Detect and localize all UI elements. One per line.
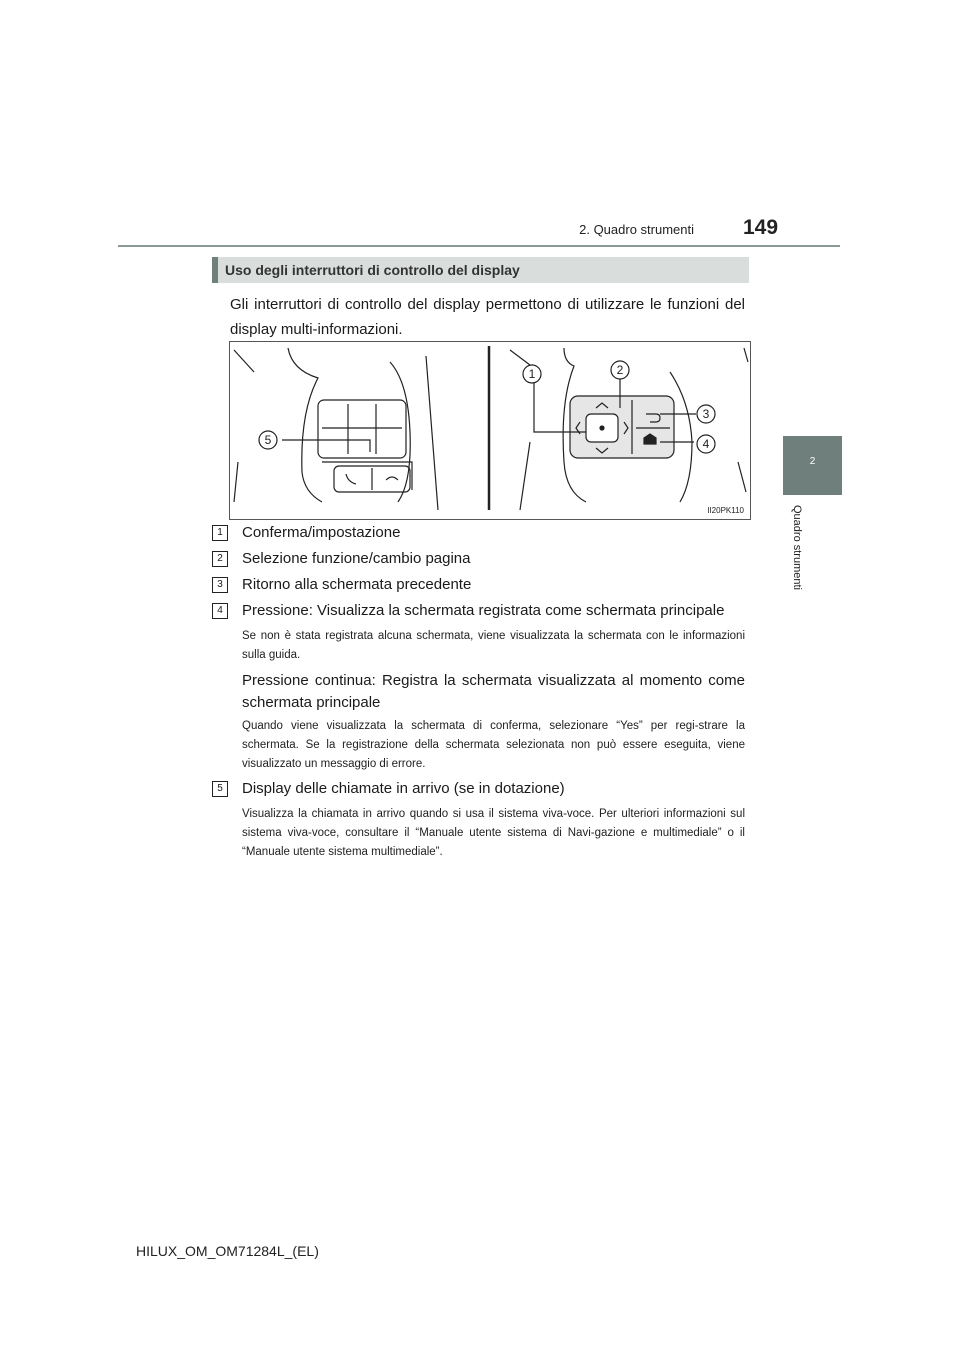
item-number: 2 (212, 551, 228, 567)
callout-2-label: 2 (616, 363, 624, 377)
callout-5-label: 5 (264, 433, 272, 447)
left-switch-block (318, 400, 406, 458)
left-trim-line (234, 350, 254, 372)
left-edge-line (234, 462, 238, 502)
footer-doc-code: HILUX_OM_OM71284L_(EL) (136, 1243, 319, 1259)
callout-4-label: 4 (702, 437, 710, 451)
callout-1-label: 1 (528, 367, 536, 381)
page-number: 149 (743, 216, 779, 239)
steering-switch-illustration (229, 341, 751, 520)
intro-paragraph: Gli interruttori di controllo del display permettono di utilizzare le funzioni del display multi-informazioni. (230, 296, 745, 338)
item-label: Ritorno alla schermata precedente (242, 576, 472, 593)
item-number: 1 (212, 525, 228, 541)
item-note: Visualizza la chiamata in arrivo quando si usa il sistema viva-voce. Per ulteriori informazioni sul sistema viva-voce, consultare il “Manuale utente sistema di Navi-gazione e multimediale” o il “Manuale utente sistema multimediale”. (242, 808, 745, 858)
item-label: Pressione: Visualizza la schermata registrata come schermata principale (242, 602, 725, 619)
illustration-svg (230, 342, 750, 519)
callout-3-label: 3 (702, 407, 710, 421)
item-label: Conferma/impostazione (242, 524, 401, 541)
section-heading: Uso degli interruttori di controllo del display (225, 262, 520, 278)
chapter-tab-label (787, 505, 807, 620)
left-spoke-outline (288, 348, 322, 502)
left-column-line (426, 356, 438, 510)
item-subpoint: Pressione continua: Registra la schermata visualizzata al momento come schermata principale (242, 672, 745, 711)
chapter-tab-label-text: Quadro strumenti (791, 505, 803, 590)
left-spoke-inner (390, 362, 410, 502)
item-subpoint-note: Quando viene visualizzata la schermata di conferma, selezionare “Yes” per regi-strare la schermata. Se la registrazione della schermata selezionata non può essere eseguita, viene visualizzato un messaggio di errore. (242, 720, 745, 770)
item-label: Display delle chiamate in arrivo (se in dotazione) (242, 780, 565, 797)
item-label: Selezione funzione/cambio pagina (242, 550, 471, 567)
header-section-title: 2. Quadro strumenti (579, 222, 694, 237)
phone-pickup-icon (346, 474, 356, 484)
callout-5-leader (282, 440, 370, 452)
phone-hangup-icon (386, 477, 398, 480)
item-number: 5 (212, 781, 228, 797)
chapter-tab-number: 2 (809, 456, 816, 467)
dpad-dot (600, 426, 604, 430)
item-number: 4 (212, 603, 228, 619)
item-number: 3 (212, 577, 228, 593)
item-note: Se non è stata registrata alcuna schermata, viene visualizzata la schermata con le informazioni sulla guida. (242, 630, 745, 661)
figure-code: II20PK110 (707, 506, 744, 515)
section-heading-accent (212, 257, 218, 283)
header-rule (118, 245, 840, 247)
